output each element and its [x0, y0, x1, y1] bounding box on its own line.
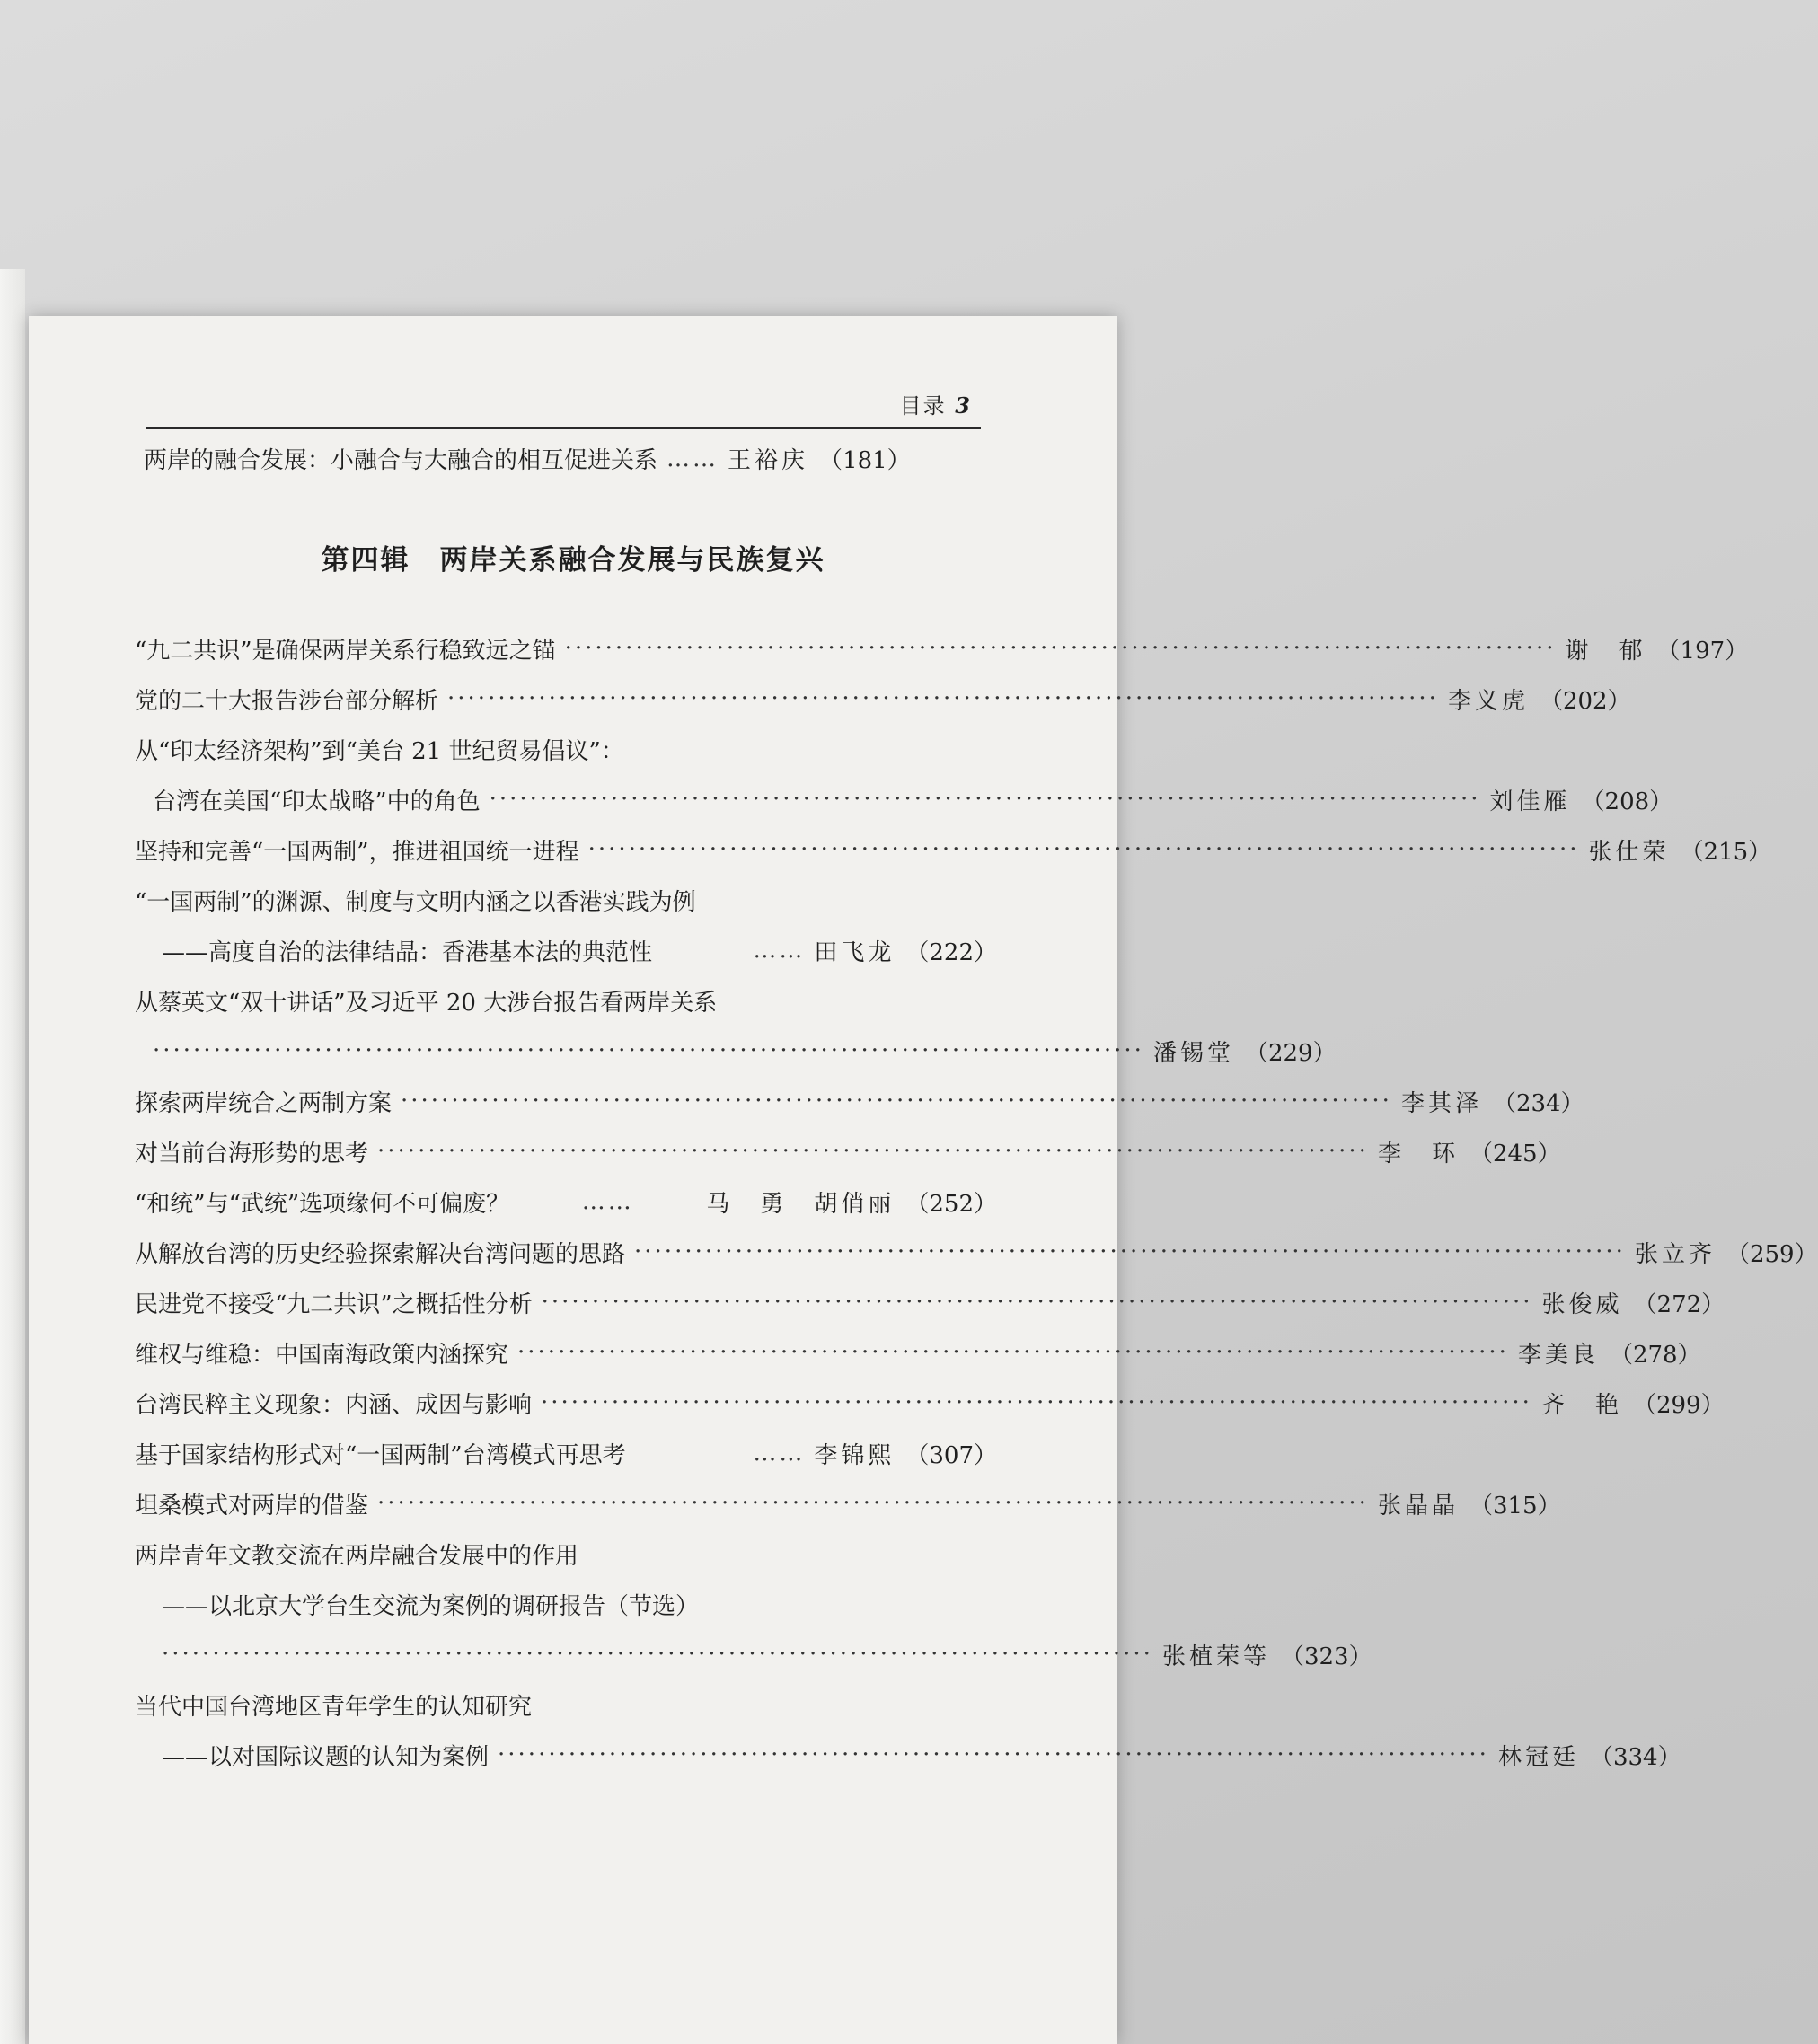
entry-author: 张立齐	[1634, 1240, 1716, 1268]
entry-title: 坚持和完善“一国两制”，推进祖国统一进程	[135, 838, 579, 866]
toc-entry[interactable]	[135, 1385, 1725, 1421]
entry-page: （278）	[1609, 1341, 1701, 1369]
entry-author: 张晶晶	[1377, 1492, 1459, 1520]
entry-page: （234）	[1492, 1089, 1584, 1117]
toc-entry[interactable]	[135, 630, 1749, 666]
entry-author: 张仕荣	[1588, 838, 1670, 866]
entry-page: （259）	[1725, 1240, 1818, 1268]
entry-page: （181）	[819, 447, 911, 474]
toc-entry[interactable]	[135, 1184, 997, 1220]
entry-page: （334）	[1589, 1743, 1681, 1771]
entry-title: 从“印太经济架构”到“美台 21 世纪贸易倡议”：	[135, 737, 624, 765]
book-page	[29, 316, 1818, 2044]
toc-entry[interactable]	[135, 1435, 997, 1471]
entry-leader: ··································································································	[587, 836, 1580, 863]
entry-leader: ……	[666, 445, 719, 472]
entry-title: “和统”与“武统”选项缘何不可偏废？	[135, 1190, 510, 1218]
entry-page: （307）	[905, 1441, 997, 1469]
toc-entry[interactable]	[135, 1485, 1561, 1521]
toc-entry-subtitle[interactable]	[162, 1737, 1681, 1773]
entry-title: 维权与维稳：中国南海政策内涵探究	[135, 1341, 509, 1369]
entry-author: 张植荣等	[1161, 1643, 1270, 1670]
toc-entry[interactable]	[135, 681, 1631, 717]
entry-page: （252）	[905, 1190, 997, 1218]
section-title: 第四辑 两岸关系融合发展与民族复兴	[321, 544, 825, 577]
entry-author: 李美良	[1517, 1341, 1599, 1369]
entry-author: 王裕庆	[728, 447, 809, 474]
entry-subtitle: ——高度自治的法律结晶：香港基本法的典范性	[162, 938, 653, 966]
header-title	[900, 388, 972, 419]
entry-author: 田飞龙	[814, 938, 896, 966]
entry-author: 潘锡堂	[1152, 1039, 1234, 1067]
entry-leader: ··································································································	[153, 1037, 1144, 1064]
entry-leader: ··································································································	[447, 685, 1439, 712]
entry-leader: ··································································································	[517, 1339, 1509, 1366]
toc-entry[interactable]	[153, 781, 1673, 817]
adjacent-page-edge	[0, 269, 25, 2044]
header-label: 目录	[899, 393, 947, 418]
toc-entry-title-line[interactable]	[135, 1536, 997, 1572]
toc-entry-continuation[interactable]	[162, 1636, 1372, 1672]
toc-entry[interactable]	[135, 1083, 1584, 1119]
entry-title: 基于国家结构形式对“一国两制”台湾模式再思考	[135, 1441, 626, 1469]
entry-leader: ··································································································	[162, 1641, 1153, 1668]
running-header	[146, 388, 981, 429]
entry-author: 刘佳雁	[1489, 788, 1571, 815]
entry-leader: ……	[753, 1440, 806, 1467]
entry-page: （323）	[1280, 1643, 1372, 1670]
toc-entry[interactable]	[135, 1234, 1818, 1270]
toc-entry-subtitle[interactable]	[162, 932, 997, 968]
entry-leader: ··································································································	[634, 1238, 1626, 1265]
entry-title: 坦桑模式对两岸的借鉴	[135, 1492, 369, 1520]
entry-author: 李义虎	[1447, 687, 1529, 715]
entry-title: 对当前台海形势的思考	[135, 1140, 369, 1167]
entry-page: （272）	[1633, 1291, 1725, 1318]
entry-leader: ··································································································	[541, 1289, 1533, 1316]
entry-title: 两岸的融合发展：小融合与大融合的相互促进关系	[144, 447, 658, 474]
entry-author: 张俊威	[1541, 1291, 1623, 1318]
entry-author: 谢 郁	[1565, 637, 1646, 665]
header-page-number: 3	[955, 392, 972, 418]
toc-entry-subtitle[interactable]	[162, 1586, 997, 1622]
entry-title: “九二共识”是确保两岸关系行稳致远之锚	[135, 637, 556, 665]
entry-subtitle: ——以北京大学台生交流为案例的调研报告（节选）	[162, 1592, 700, 1620]
entry-title: 当代中国台湾地区青年学生的认知研究	[135, 1693, 533, 1721]
toc-entry[interactable]	[135, 1284, 1725, 1320]
toc-entry-title-line[interactable]	[135, 982, 997, 1018]
entry-author: 李锦熙	[814, 1441, 896, 1469]
entry-title: 两岸青年文教交流在两岸融合发展中的作用	[135, 1542, 579, 1570]
entry-page: （208）	[1581, 788, 1673, 815]
entry-title: 从蔡英文“双十讲话”及习近平 20 大涉台报告看两岸关系	[135, 989, 718, 1017]
entry-page: （222）	[905, 938, 997, 966]
entry-page: （299）	[1632, 1391, 1725, 1419]
toc-entry-continuation[interactable]	[153, 1033, 1337, 1069]
toc-entry[interactable]	[135, 1133, 1561, 1169]
entry-author: 马 勇 胡俏丽	[706, 1190, 896, 1218]
entry-page: （197）	[1656, 637, 1749, 665]
entry-page: （315）	[1469, 1492, 1561, 1520]
entry-title: 从解放台湾的历史经验探索解决台湾问题的思路	[135, 1240, 626, 1268]
toc-entry[interactable]	[135, 832, 1772, 868]
entry-author: 齐 艳	[1540, 1391, 1622, 1419]
toc-entry-title-line[interactable]	[135, 882, 997, 918]
entry-title: 台湾民粹主义现象：内涵、成因与影响	[135, 1391, 533, 1419]
entry-page: （229）	[1244, 1039, 1337, 1067]
entry-page: （202）	[1539, 687, 1631, 715]
entry-leader: ··································································································	[489, 786, 1481, 813]
entry-page: （245）	[1469, 1140, 1561, 1167]
entry-page: （215）	[1680, 838, 1772, 866]
entry-leader: ··································································································	[564, 635, 1557, 662]
toc-entry[interactable]	[135, 1335, 1701, 1370]
entry-leader: ··································································································	[541, 1389, 1532, 1416]
toc-entry-title-line[interactable]	[135, 1687, 997, 1722]
entry-leader: ··································································································	[377, 1138, 1369, 1165]
entry-leader: ··································································································	[377, 1490, 1369, 1517]
entry-leader: ··································································································	[401, 1088, 1392, 1115]
entry-title: 民进党不接受“九二共识”之概括性分析	[135, 1291, 533, 1318]
entry-title: “一国两制”的渊源、制度与文明内涵之以香港实践为例	[135, 888, 696, 916]
entry-subtitle: ——以对国际议题的认知为案例	[162, 1743, 490, 1771]
entry-title: 台湾在美国“印太战略”中的角色	[153, 788, 481, 815]
entry-title: 探索两岸统合之两制方案	[135, 1089, 393, 1117]
entry-author: 李其泽	[1400, 1089, 1482, 1117]
toc-entry-title-line[interactable]	[135, 731, 997, 767]
toc-entry-intro[interactable]	[144, 442, 979, 475]
entry-title: 党的二十大报告涉台部分解析	[135, 687, 439, 715]
entry-leader: ……	[753, 937, 806, 964]
entry-author: 林冠廷	[1497, 1743, 1579, 1771]
entry-author: 李 环	[1377, 1140, 1459, 1167]
entry-leader: ··································································································	[498, 1741, 1489, 1768]
entry-leader: ……	[581, 1188, 634, 1215]
